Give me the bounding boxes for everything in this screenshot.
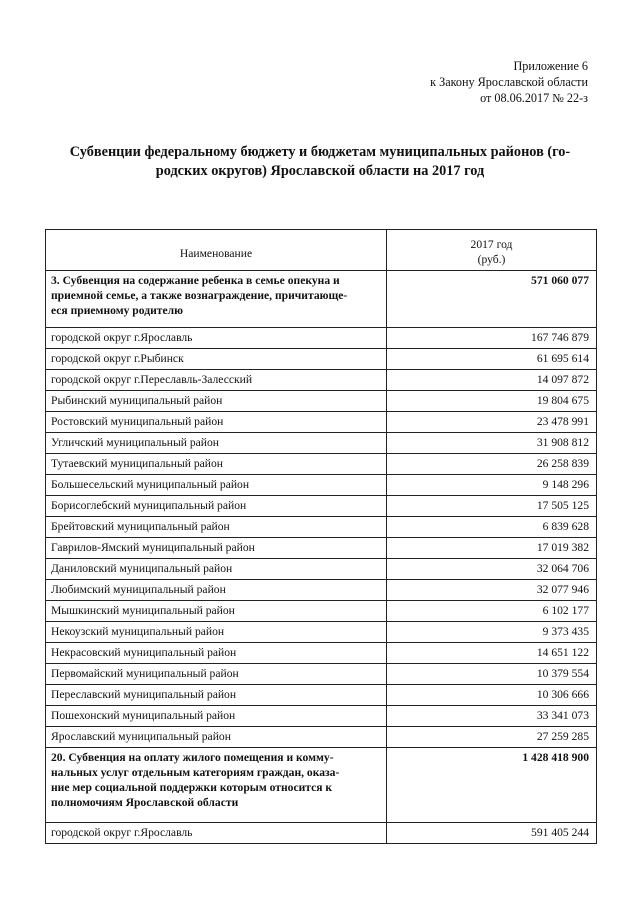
table-row xyxy=(46,475,597,496)
section-title-cell xyxy=(46,748,387,823)
row-name-cell: Пошехонский муниципальный район xyxy=(46,706,387,727)
appendix-reference xyxy=(308,58,588,106)
header-name-cell: Наименование xyxy=(46,230,387,271)
row-name-cell: Брейтовский муниципальный район xyxy=(46,517,387,538)
row-name-cell: Любимский муниципальный район xyxy=(46,580,387,601)
row-name-cell: городской округ г.Ярославль xyxy=(46,328,387,349)
row-value-cell: 10 379 554 xyxy=(387,664,597,685)
document-title-line: родских округов) Ярославской области на 2017 год xyxy=(155,163,485,179)
appendix-date: от 08.06.2017 № 22-з xyxy=(480,91,588,105)
row-name-cell: Даниловский муниципальный район xyxy=(46,559,387,580)
section-title-line: нальных услуг отдельным категориям граждан, оказа- xyxy=(51,766,340,779)
row-value-cell: 19 804 675 xyxy=(387,391,597,412)
row-name-cell: Первомайский муниципальный район xyxy=(46,664,387,685)
row-name-cell: Большесельский муниципальный район xyxy=(46,475,387,496)
row-value-cell: 17 505 125 xyxy=(387,496,597,517)
section-total-cell: 571 060 077 xyxy=(387,271,597,328)
row-name-cell: Мышкинский муниципальный район xyxy=(46,601,387,622)
row-value-cell: 31 908 812 xyxy=(387,433,597,454)
table-row xyxy=(46,823,597,844)
row-name-cell: городской округ г.Рыбинск xyxy=(46,349,387,370)
row-value-cell: 33 341 073 xyxy=(387,706,597,727)
row-name-cell: Рыбинский муниципальный район xyxy=(46,391,387,412)
section-total-cell: 1 428 418 900 xyxy=(387,748,597,823)
header-year: 2017 год xyxy=(470,237,513,251)
row-name-cell: Ростовский муниципальный район xyxy=(46,412,387,433)
table-row xyxy=(46,538,597,559)
table-row xyxy=(46,580,597,601)
header-year-cell xyxy=(387,230,597,271)
table-row xyxy=(46,685,597,706)
row-value-cell: 591 405 244 xyxy=(387,823,597,844)
table-row xyxy=(46,454,597,475)
row-name-cell: Борисоглебский муниципальный район xyxy=(46,496,387,517)
appendix-number: Приложение 6 xyxy=(513,59,588,73)
row-name-cell: городской округ г.Ярославль xyxy=(46,823,387,844)
row-value-cell: 6 839 628 xyxy=(387,517,597,538)
row-name-cell: Переславский муниципальный район xyxy=(46,685,387,706)
row-value-cell: 32 064 706 xyxy=(387,559,597,580)
header-unit: (руб.) xyxy=(477,252,506,266)
table-row xyxy=(46,664,597,685)
row-value-cell: 167 746 879 xyxy=(387,328,597,349)
appendix-law: к Закону Ярославской области xyxy=(430,75,588,89)
table-row xyxy=(46,328,597,349)
row-value-cell: 9 373 435 xyxy=(387,622,597,643)
row-value-cell: 32 077 946 xyxy=(387,580,597,601)
section-title-line: еся приемному родителю xyxy=(51,304,183,317)
table-row xyxy=(46,412,597,433)
table-row xyxy=(46,370,597,391)
section-row xyxy=(46,748,597,823)
document-title-line: Субвенции федеральному бюджету и бюджетам муниципальных районов (го- xyxy=(69,144,571,160)
table-row xyxy=(46,706,597,727)
table-row xyxy=(46,349,597,370)
row-value-cell: 26 258 839 xyxy=(387,454,597,475)
row-value-cell: 6 102 177 xyxy=(387,601,597,622)
table-row xyxy=(46,496,597,517)
section-title-line: полномочиям Ярославской области xyxy=(51,796,239,809)
row-value-cell: 27 259 285 xyxy=(387,727,597,748)
table-row xyxy=(46,391,597,412)
section-row xyxy=(46,271,597,328)
row-value-cell: 61 695 614 xyxy=(387,349,597,370)
subsidy-table xyxy=(45,229,597,844)
table-row xyxy=(46,643,597,664)
row-value-cell: 23 478 991 xyxy=(387,412,597,433)
row-name-cell: Некоузский муниципальный район xyxy=(46,622,387,643)
section-title-cell xyxy=(46,271,387,328)
table-row xyxy=(46,433,597,454)
table-row xyxy=(46,517,597,538)
row-value-cell: 14 097 872 xyxy=(387,370,597,391)
row-name-cell: городской округ г.Переславль-Залесский xyxy=(46,370,387,391)
section-title-line: 3. Субвенция на содержание ребенка в семье опекуна и xyxy=(51,274,340,287)
row-name-cell: Угличский муниципальный район xyxy=(46,433,387,454)
section-title-line: 20. Субвенция на оплату жилого помещения и комму- xyxy=(51,751,334,764)
row-value-cell: 14 651 122 xyxy=(387,643,597,664)
row-value-cell: 17 019 382 xyxy=(387,538,597,559)
table-row xyxy=(46,622,597,643)
table-row xyxy=(46,601,597,622)
row-name-cell: Гаврилов-Ямский муниципальный район xyxy=(46,538,387,559)
section-title-line: приемной семье, а также вознаграждение, причитающе- xyxy=(51,289,348,302)
row-name-cell: Некрасовский муниципальный район xyxy=(46,643,387,664)
document-title xyxy=(45,143,595,181)
section-title-line: ние мер социальной поддержки которым относится к xyxy=(51,781,333,794)
row-name-cell: Ярославский муниципальный район xyxy=(46,727,387,748)
table-row xyxy=(46,559,597,580)
table-row xyxy=(46,727,597,748)
table-header-row xyxy=(46,230,597,271)
row-value-cell: 10 306 666 xyxy=(387,685,597,706)
row-value-cell: 9 148 296 xyxy=(387,475,597,496)
row-name-cell: Тутаевский муниципальный район xyxy=(46,454,387,475)
